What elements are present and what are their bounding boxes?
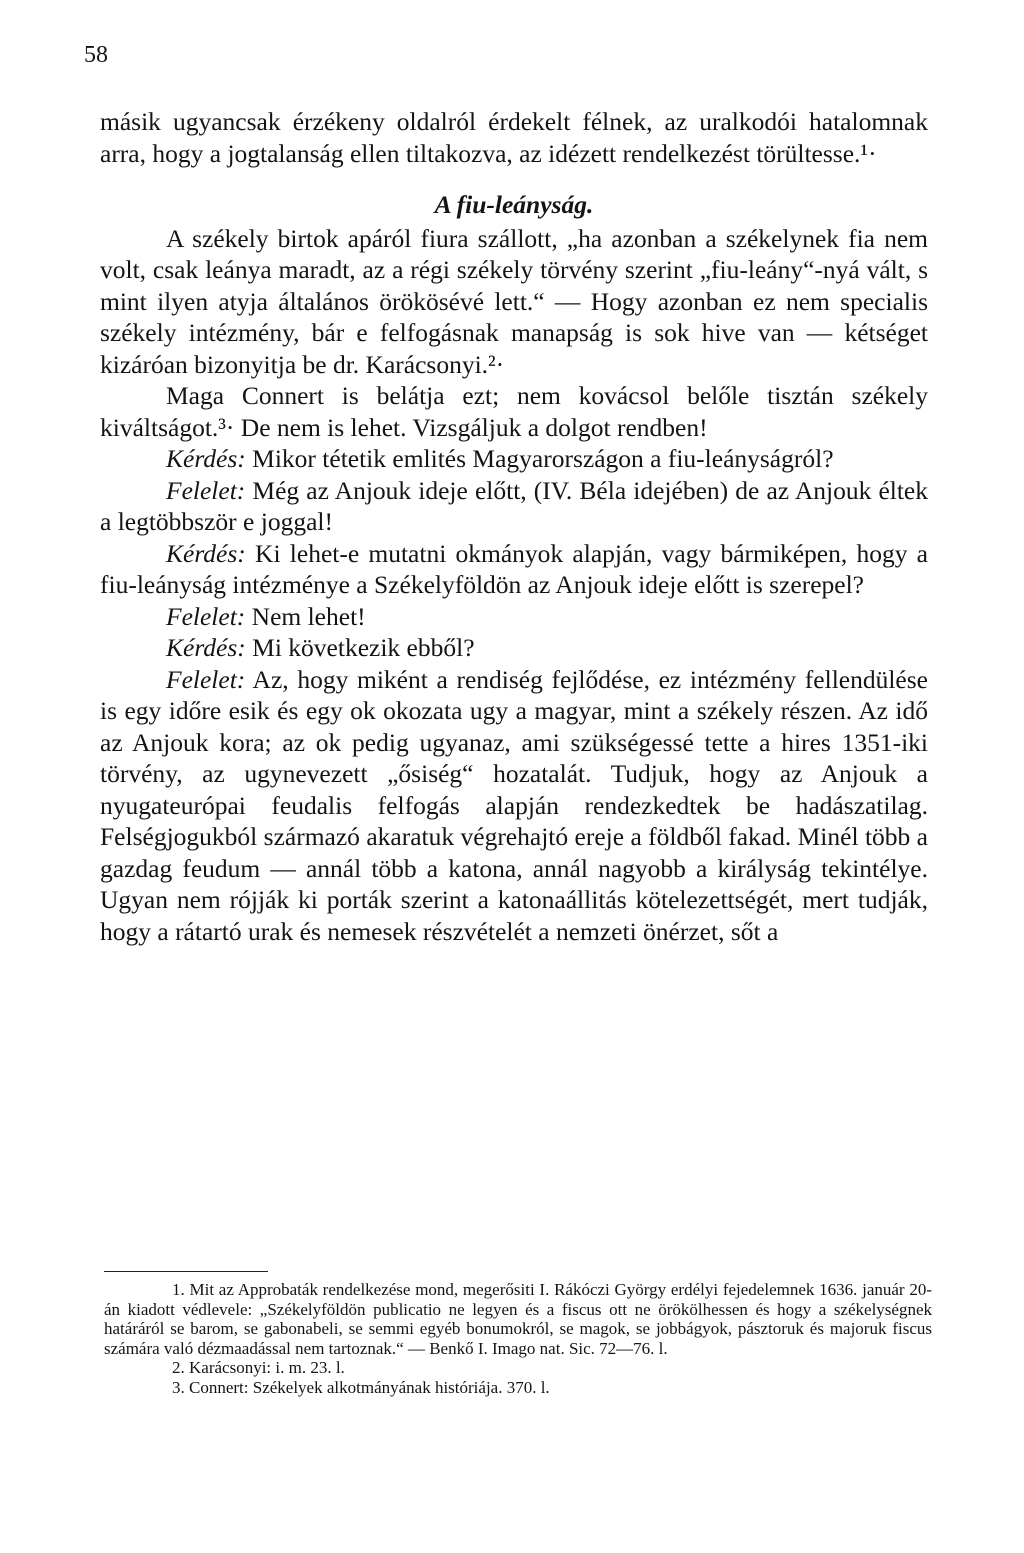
dialogue-speaker: Kérdés: (166, 444, 246, 473)
page-number: 58 (84, 42, 108, 68)
paragraph: Maga Connert is belátja ezt; nem kovácsol belőle tisztán székely kiváltságot.³· De nem is lehet. Vizsgáljuk a dolgot rendben! (100, 381, 928, 442)
footnote: 2. Karácsonyi: i. m. 23. l. (172, 1358, 345, 1378)
section-heading: A fiu-leányság. (434, 190, 594, 219)
dialogue-speaker: Felelet: (166, 664, 246, 694)
dialogue-line (100, 475, 928, 538)
dialogue-speaker: Kérdés: (166, 538, 246, 568)
dialogue-text: Az, hogy miként a rendiség fejlődése, ez intézmény fellendülése is egy időre esik és egy ok okozata ugy a magyar, mint a székely részen. Az idő az Anjouk kora; az ok pedig ugyanaz, ami szükségessé tette a hires 1351-iki törvény, az ugynevezett „ősiség“ hozatalát. Tudjuk, hogy az Anjouk a nyugateurópai feudalis felfogás alapján rendezkedtek be hadászatilag. Felségjogukból származó akaratuk végrehajtó ereje a földből fakad. Minél több a gazdag feudum — annál több a katona, annál nagyobb a királyság tekintélye. Ugyan nem rójják ki porták szerint a katonaállitás kötelezettségét, mert tudják, hogy a rátartó urak és nemesek részvételét a nemzeti önérzet, sőt a (100, 664, 928, 946)
dialogue-line (100, 632, 928, 664)
dialogue-speaker: Kérdés: (166, 633, 246, 662)
dialogue-line (100, 601, 928, 633)
dialogue-text: Mikor tétetik emlités Magyarországon a fiu-leányságról? (252, 444, 834, 473)
dialogue-text: Nem lehet! (251, 601, 366, 631)
dialogue-line (100, 664, 928, 948)
paragraph: A székely birtok apáról fiura szállott, „ha azonban a székelynek fia nem volt, csak leánya maradt, az a régi székely törvény szerint „fiu-leány“-nyá vált, s mint ilyen atyja általános örökösévé lett.“ — Hogy azonban ez nem specialis székely intézmény, bár e felfogásnak manapság is sok hive van — kétséget kizáróan bizonyitja be dr. Karácsonyi.²· (100, 223, 928, 379)
dialogue-text: Mi következik ebből? (252, 633, 475, 662)
footnote-divider (104, 1271, 268, 1272)
dialogue-line (100, 443, 928, 475)
footnote: 3. Connert: Székelyek alkotmányának históriája. 370. l. (172, 1377, 550, 1397)
main-text (100, 106, 928, 947)
opening-paragraph: másik ugyancsak érzékeny oldalról érdekelt félnek, az uralkodói hatalomnak arra, hogy a jogtalanság ellen tiltakozva, az idézett rendelkezést törültesse.¹· (100, 107, 928, 168)
dialogue-speaker: Felelet: (166, 601, 246, 631)
dialogue-speaker: Felelet: (166, 475, 246, 505)
footnotes (104, 1280, 932, 1398)
dialogue-line (100, 538, 928, 601)
dialogue-text: Ki lehet-e mutatni okmányok alapján, vagy bármiképen, hogy a fiu-leányság intézménye a Székelyföldön az Anjouk ideje előtt is szerepel? (100, 538, 929, 599)
dialogue-text: Még az Anjouk ideje előtt, (IV. Béla idejében) de az Anjouk éltek a legtöbbször e joggal! (100, 475, 928, 536)
footnote: 1. Mit az Approbaták rendelkezése mond, megerősiti I. Rákóczi György erdélyi fejedelemnek 1636. január 20-án kiadott védlevele: „Székelyföldön publicatio ne legyen és a fiscus ott ne örökölhessen és hogy a székelységnek határáról se barom, se gabonabeli, se semmi egyéb bonumokról, se magok, se jobbágyok, pásztoruk és majoruk fiscus számára való dézmaadással nem tartoznak.“ — Benkő I. Imago nat. Sic. 72—76. l. (104, 1280, 932, 1358)
